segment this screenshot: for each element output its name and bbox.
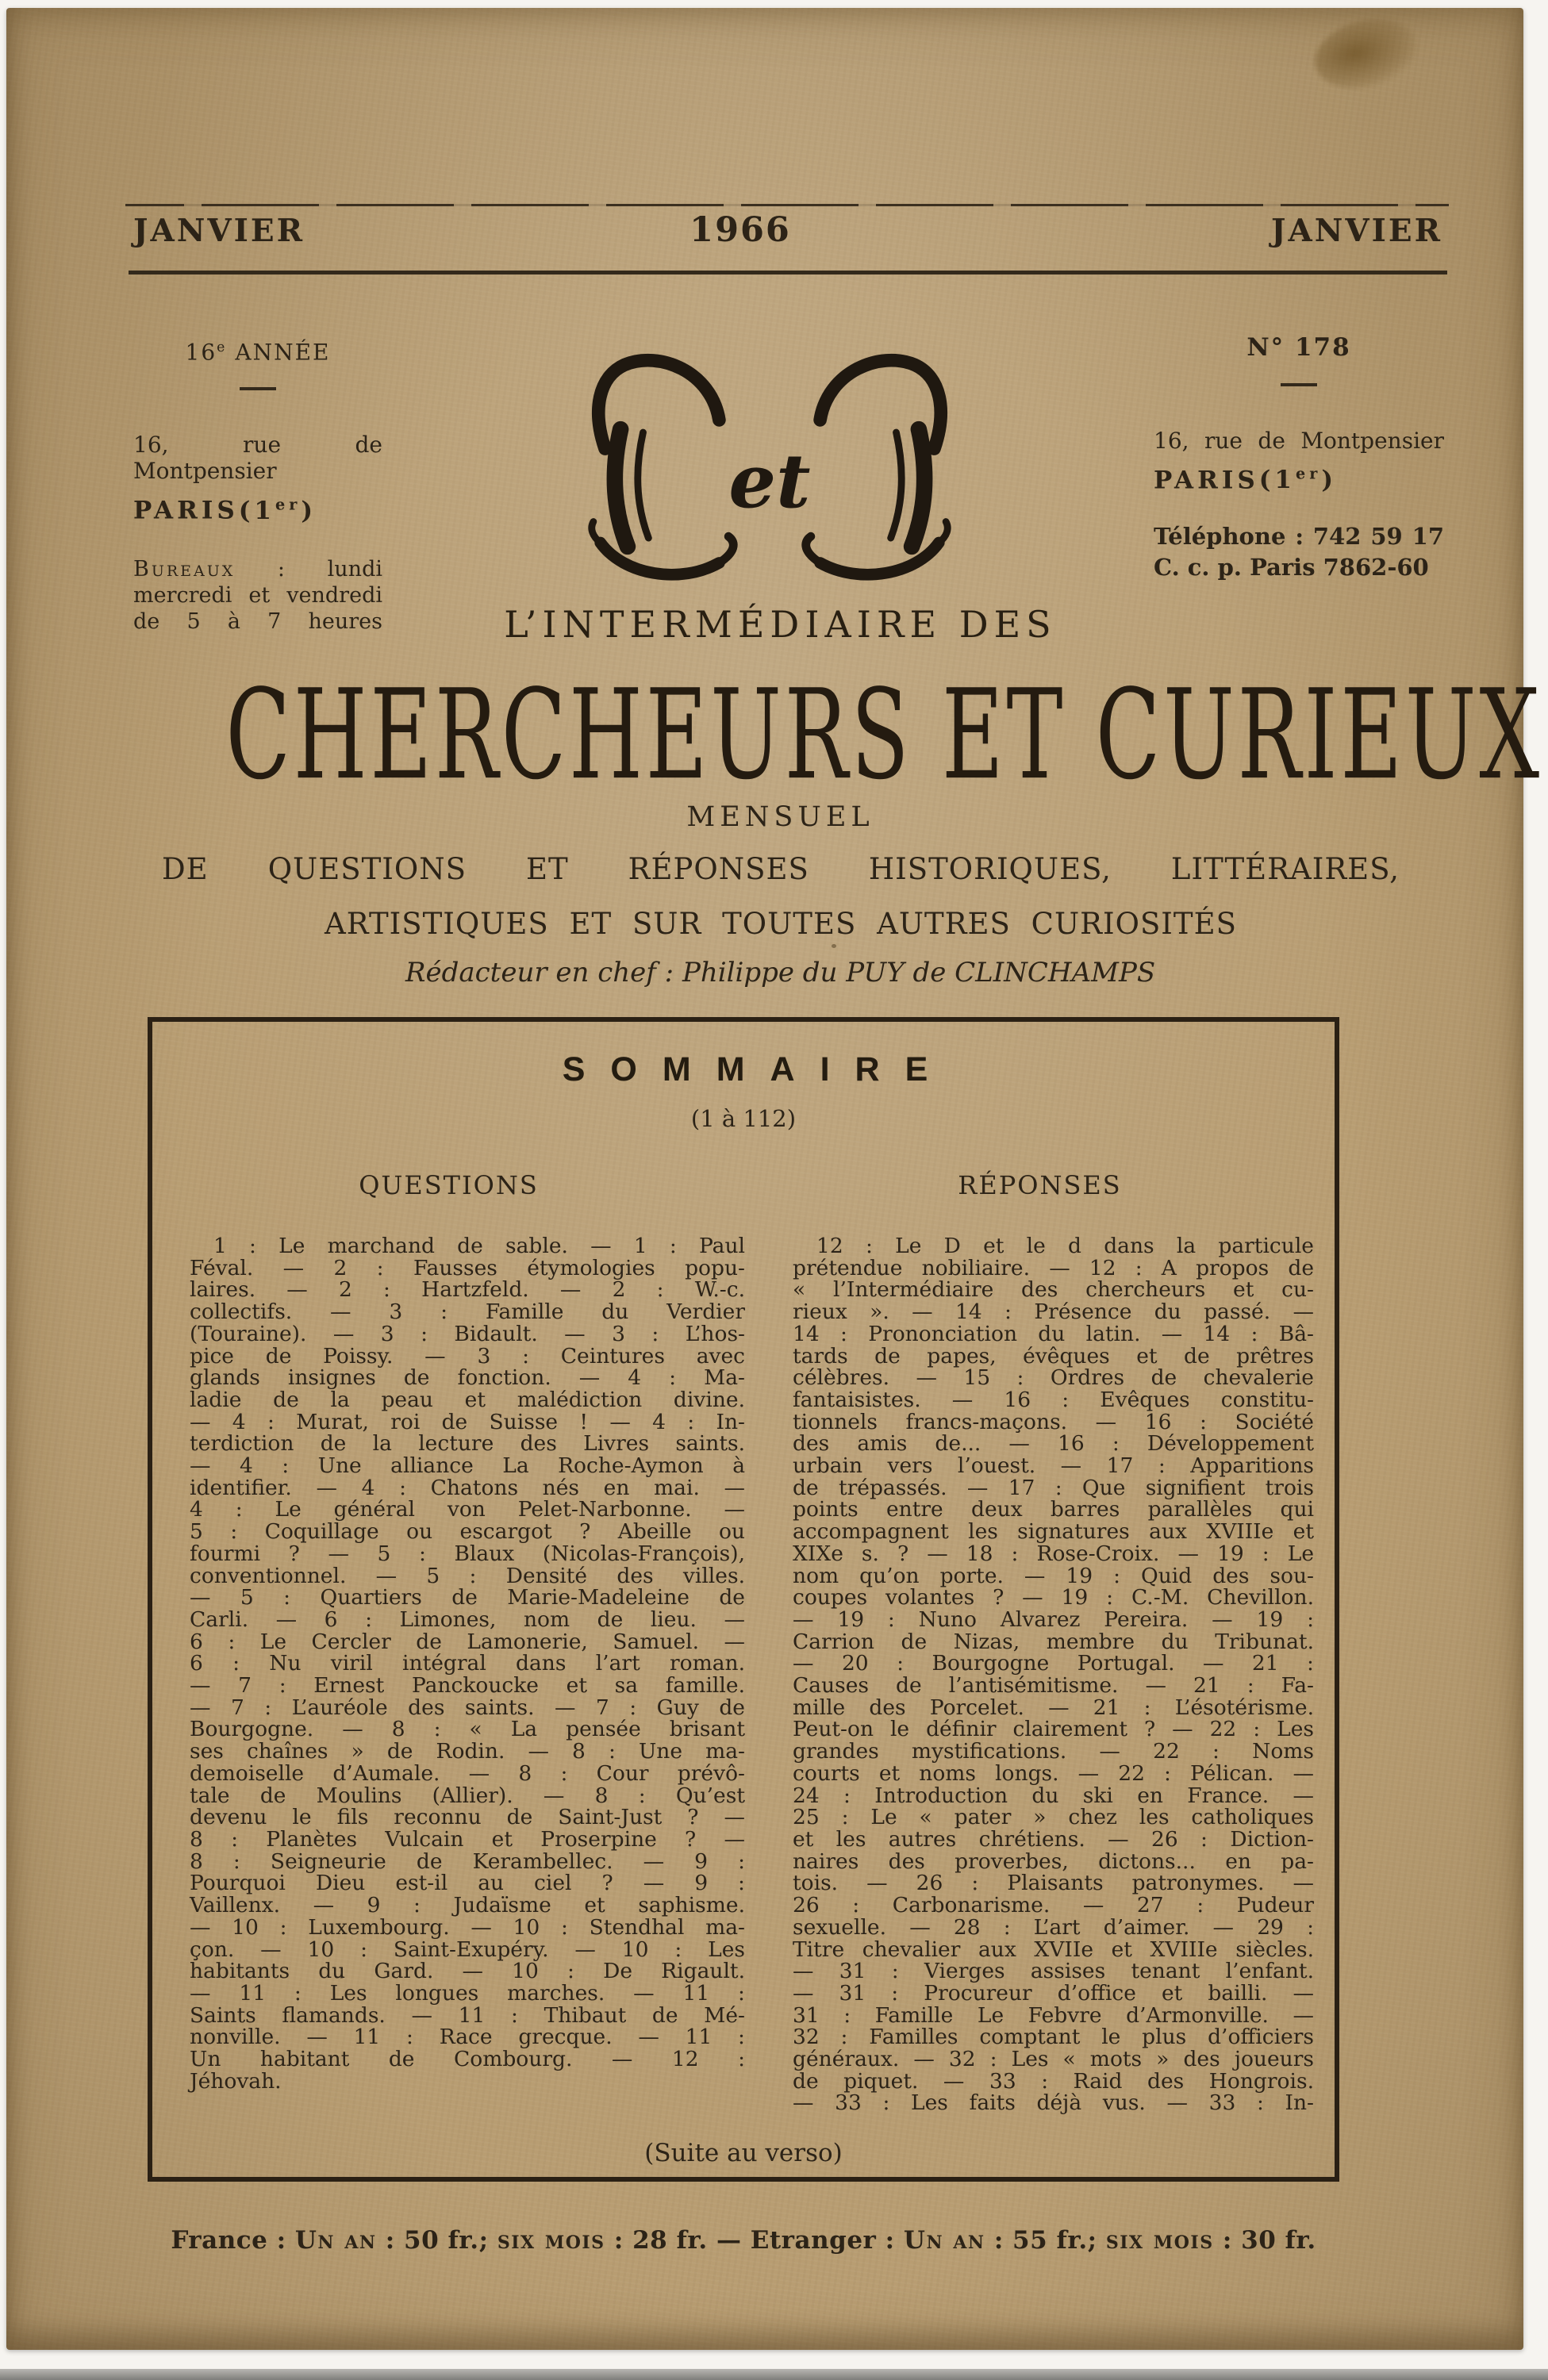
sommaire-line: — 7 : L’auréole des saints. — 7 : Guy de <box>190 1695 745 1720</box>
sommaire-line: accompagnent les signatures aux XVIIIe et <box>793 1519 1314 1545</box>
sommaire-line: 31 : Famille Le Febvre d’Armonville. — <box>793 2002 1314 2028</box>
sommaire-line: Causes de l’antisémitisme. — 21 : Fa- <box>793 1673 1314 1699</box>
year: 1966 <box>689 210 791 250</box>
sommaire-line: tale de Moulins (Allier). — 8 : Qu’est <box>190 1783 745 1808</box>
continued-note: (Suite au verso) <box>644 2139 843 2167</box>
city-district: (1 <box>1258 466 1296 495</box>
sommaire-line: Carrion de Nizas, membre du Tribunat. <box>793 1629 1314 1654</box>
price-segment: Un an <box>294 2226 377 2255</box>
sommaire-line: ladie de la peau et malédiction divine. <box>190 1387 745 1412</box>
edition-year <box>133 335 382 365</box>
logo-et-text: et <box>728 437 811 525</box>
frequency-label: MENSUEL <box>686 801 874 833</box>
phone-number: Téléphone : 742 59 17 <box>1154 523 1444 551</box>
sommaire-line: identifier. — 4 : Chatons nés en mai. — <box>190 1475 745 1500</box>
sommaire-line: prétendue nobiliaire. — 12 : A propos de <box>793 1255 1314 1280</box>
sommaire-line: 26 : Carbonarisme. — 27 : Pudeur <box>793 1893 1314 1918</box>
edition-year-word: ANNÉE <box>226 339 331 366</box>
sommaire-line: XIXe s. ? — 18 : Rose-Croix. — 19 : Le <box>793 1541 1314 1566</box>
sommaire-line: célèbres. — 15 : Ordres de chevalerie <box>793 1365 1314 1391</box>
sommaire-columns <box>152 1235 1335 2114</box>
separator-dash <box>1281 383 1317 386</box>
header-rule-bottom <box>129 271 1447 274</box>
sommaire-line: tois. — 26 : Plaisants patronymes. — <box>793 1871 1314 1896</box>
sommaire-line: — 4 : Murat, roi de Suisse ! — 4 : In- <box>190 1409 745 1434</box>
sommaire-line: demoiselle d’Aumale. — 8 : Cour prévô- <box>190 1760 745 1786</box>
column-headers <box>152 1170 1335 1200</box>
sommaire-line: Un habitant de Combourg. — 12 : <box>190 2047 745 2072</box>
sommaire-line: laires. — 2 : Hartzfeld. — 2 : W.-c. <box>190 1277 745 1303</box>
sommaire-line: devenu le fils reconnu de Saint-Just ? — <box>190 1805 745 1830</box>
sommaire-line: Vaillenx. — 9 : Judaïsme et saphisme. <box>190 1893 745 1918</box>
sommaire-line: « l’Intermédiaire des chercheurs et cu- <box>793 1277 1314 1303</box>
subtitle-line1: DE QUESTIONS ET RÉPONSES HISTORIQUES, LITTÉRAIRES, <box>162 852 1400 886</box>
sommaire-line: nonville. — 11 : Race grecque. — 11 : <box>190 2025 745 2050</box>
sommaire-line: Titre chevalier aux XVIIe et XVIIIe siècles. <box>793 1937 1314 1962</box>
sommaire-line: pice de Poissy. — 3 : Ceintures avec <box>190 1343 745 1368</box>
sommaire-line: généraux. — 32 : Les « mots » des joueurs <box>793 2047 1314 2072</box>
city-district: (1 <box>238 496 276 525</box>
city-district-sup: er <box>1296 465 1322 483</box>
sommaire-line: grandes mystifications. — 22 : Noms <box>793 1739 1314 1764</box>
questions-column <box>190 1235 745 2114</box>
sommaire-line: 24 : Introduction du ski en France. — <box>793 1783 1314 1808</box>
sommaire-line: çon. — 10 : Saint-Exupéry. — 10 : Les <box>190 1937 745 1962</box>
address-left: 16, rue de Montpensier <box>133 432 382 485</box>
sommaire-line: Pourquoi Dieu est-il au ciel ? — 9 : <box>190 1871 745 1896</box>
sommaire-line: naires des proverbes, dictons... en pa- <box>793 1848 1314 1874</box>
city-district-sup: er <box>275 495 302 514</box>
sommaire-line: 1 : Le marchand de sable. — 1 : Paul <box>213 1234 745 1258</box>
sommaire-line: tards de papes, évêques et de prêtres <box>793 1343 1314 1368</box>
sommaire-line: — 31 : Vierges assises tenant l’enfant. <box>793 1959 1314 1984</box>
masthead-right <box>1154 335 1444 581</box>
sommaire-line: 6 : Nu viril intégral dans l’art roman. <box>190 1651 745 1676</box>
sommaire-line: de piquet. — 33 : Raid des Hongrois. <box>793 2068 1314 2094</box>
sommaire-line: 5 : Coquillage ou escargot ? Abeille ou <box>190 1519 745 1545</box>
sommaire-line: et les autres chrétiens. — 26 : Diction- <box>793 1826 1314 1852</box>
office-word: Bureaux <box>133 556 236 582</box>
sommaire-page-range: (1 à 112) <box>690 1105 797 1132</box>
month-right: JANVIER <box>1271 213 1442 249</box>
sommaire-line: Féval. — 2 : Fausses étymologies popu- <box>190 1255 745 1280</box>
sommaire-line: nom qu’on porte. — 19 : Quid des sou- <box>793 1563 1314 1588</box>
sommaire-box <box>148 1017 1339 2182</box>
sommaire-line: 8 : Planètes Vulcain et Proserpine ? — <box>190 1826 745 1852</box>
sommaire-line: coupes volantes ? — 19 : C.-M. Chevillon. <box>793 1585 1314 1610</box>
sommaire-line: collectifs. — 3 : Famille du Verdier <box>190 1299 745 1325</box>
office-hours-line1 <box>133 556 382 582</box>
sommaire-line: fantaisistes. — 16 : Evêques constitu- <box>793 1387 1314 1412</box>
sommaire-line: terdiction de la lecture des Livres saints. <box>190 1431 745 1457</box>
sommaire-line: points entre deux barres parallèles qui <box>793 1497 1314 1522</box>
sommaire-line: — 7 : Ernest Panckoucke et sa famille. <box>190 1673 745 1699</box>
office-hours-line3: de 5 à 7 heures <box>133 608 382 634</box>
main-title <box>6 663 1548 808</box>
sommaire-line: 12 : Le D et le d dans la particule <box>816 1234 1314 1258</box>
price-segment: : 28 fr. — Etranger : <box>605 2226 904 2255</box>
price-segment: six mois <box>497 2226 605 2255</box>
edition-year-number: 16 <box>185 339 217 366</box>
sommaire-line: urbain vers l’ouest. — 17 : Apparitions <box>793 1453 1314 1479</box>
office-hours-line2: mercredi et vendredi <box>133 582 382 608</box>
sommaire-line: ses chaînes » de Rodin. — 8 : Une ma- <box>190 1739 745 1764</box>
price-segment: : 30 fr. <box>1213 2226 1316 2255</box>
title-prefix: L’INTERMÉDIAIRE DES <box>504 603 1057 646</box>
sommaire-line: Peut-on le définir clairement ? — 22 : Les <box>793 1717 1314 1742</box>
sommaire-line: 8 : Seigneurie de Kerambellec. — 9 : <box>190 1848 745 1874</box>
sommaire-line: — 31 : Procureur d’office et bailli. — <box>793 1980 1314 2006</box>
office-rest: : lundi <box>235 556 382 582</box>
sommaire-line: 14 : Prononciation du latin. — 14 : Bâ- <box>793 1321 1314 1346</box>
header-rule-top <box>125 204 1449 206</box>
subtitle-line2: ARTISTIQUES ET SUR TOUTES AUTRES CURIOSITÉS <box>325 907 1237 941</box>
month-left: JANVIER <box>133 213 305 249</box>
edition-year-sup: e <box>217 340 227 355</box>
address-right: 16, rue de Montpensier <box>1154 428 1444 454</box>
main-title-text: CHERCHEURS ET CURIEUX <box>225 663 1542 808</box>
scan-edge <box>0 2369 1548 2380</box>
sommaire-line: Bourgogne. — 8 : « La pensée brisant <box>190 1717 745 1742</box>
issue-number: N° 178 <box>1246 333 1351 362</box>
subscription-prices <box>148 2226 1339 2255</box>
sommaire-line: — 10 : Luxembourg. — 10 : Stendhal ma- <box>190 1914 745 1940</box>
reponses-column <box>793 1235 1314 2114</box>
price-segment: : 55 fr.; <box>985 2226 1106 2255</box>
city-name: PARIS <box>133 496 239 525</box>
sommaire-line: 25 : Le « pater » chez les catholiques <box>793 1805 1314 1830</box>
subtitle-block <box>162 852 1400 941</box>
price-segment: Un an <box>903 2226 985 2255</box>
postal-account: C. c. p. Paris 7862-60 <box>1154 554 1429 582</box>
sommaire-line: Jéhovah. <box>190 2068 282 2094</box>
sommaire-line: Saints flamands. — 11 : Thibaut de Mé- <box>190 2002 745 2028</box>
reponses-header: RÉPONSES <box>958 1170 1122 1200</box>
separator-dash <box>240 387 276 390</box>
sommaire-line: — 5 : Quartiers de Marie-Madeleine de <box>190 1585 745 1610</box>
sommaire-line: — 19 : Nuno Alvarez Pereira. — 19 : <box>793 1606 1314 1632</box>
city-right <box>1154 461 1444 493</box>
questions-header: QUESTIONS <box>359 1170 539 1200</box>
sommaire-line: des amis de... — 16 : Développement <box>793 1431 1314 1457</box>
sommaire-line: rieux ». — 14 : Présence du passé. — <box>793 1299 1314 1325</box>
sommaire-title: SOMMAIRE <box>562 1050 954 1088</box>
l-et-q-monogram-logo <box>552 338 987 603</box>
sommaire-line: Carli. — 6 : Limones, nom de lieu. — <box>190 1606 745 1632</box>
sommaire-line: courts et noms longs. — 22 : Pélican. — <box>793 1760 1314 1786</box>
sommaire-line: sexuelle. — 28 : L’art d’aimer. — 29 : <box>793 1914 1314 1940</box>
sommaire-line: conventionnel. — 5 : Densité des villes. <box>190 1563 745 1588</box>
price-segment: France : <box>171 2226 295 2255</box>
city-left <box>133 491 382 524</box>
sommaire-line: 6 : Le Cercler de Lamonerie, Samuel. — <box>190 1629 745 1654</box>
city-district-close: ) <box>1321 466 1338 495</box>
sommaire-line: — 4 : Une alliance La Roche-Aymon à <box>190 1453 745 1479</box>
city-name: PARIS <box>1154 466 1259 495</box>
price-segment: six mois <box>1105 2226 1214 2255</box>
magazine-page <box>6 8 1542 2350</box>
sommaire-line: mille des Porcelet. — 21 : L’ésotérisme. <box>793 1695 1314 1720</box>
sommaire-line: — 20 : Bourgogne Portugal. — 21 : <box>793 1651 1314 1676</box>
sommaire-line: (Touraine). — 3 : Bidault. — 3 : L’hos- <box>190 1321 745 1346</box>
sommaire-line: glands insignes de fonction. — 4 : Ma- <box>190 1365 745 1391</box>
city-district-close: ) <box>301 496 317 525</box>
paper-stain <box>1308 9 1425 98</box>
sommaire-line: — 33 : Les faits déjà vus. — 33 : In- <box>793 2090 1314 2116</box>
paper-speck <box>832 944 836 948</box>
masthead-left <box>133 335 382 635</box>
price-segment: : 50 fr.; <box>376 2226 497 2255</box>
editor-line: Rédacteur en chef : Philippe du PUY de CLINCHAMPS <box>405 957 1156 988</box>
sommaire-line: habitants du Gard. — 10 : De Rigault. <box>190 1959 745 1984</box>
sommaire-line: de trépassés. — 17 : Que signifient trois <box>793 1475 1314 1500</box>
sommaire-line: tionnels francs-maçons. — 16 : Société <box>793 1409 1314 1434</box>
sommaire-line: 4 : Le général von Pelet-Narbonne. — <box>190 1497 745 1522</box>
sommaire-line: — 11 : Les longues marches. — 11 : <box>190 1980 745 2006</box>
sommaire-line: 32 : Familles comptant le plus d’officiers <box>793 2025 1314 2050</box>
sommaire-line: fourmi ? — 5 : Blaux (Nicolas-François), <box>190 1541 745 1566</box>
